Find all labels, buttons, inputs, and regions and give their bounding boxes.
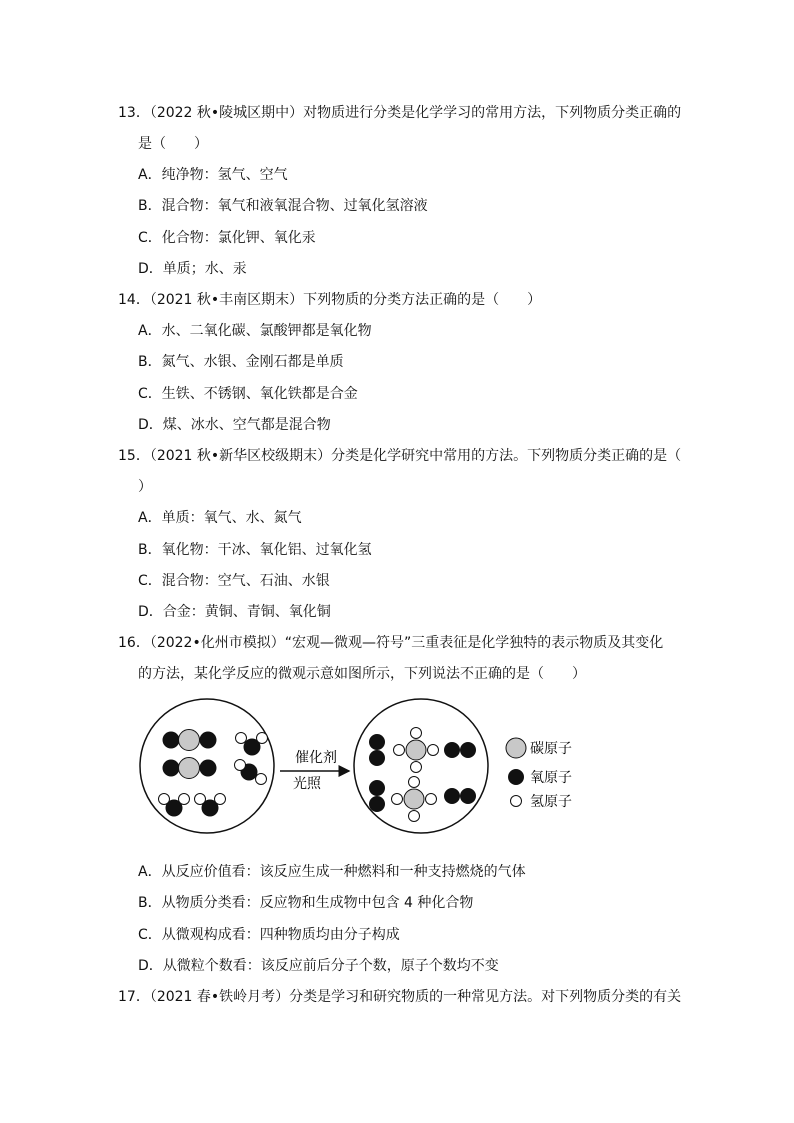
question-16-option-b[interactable]: B．从物质分类看：反应物和生成物中包含 4 种化合物	[138, 895, 474, 911]
question-source: （2022•化州市模拟）	[149, 635, 285, 651]
question-16-option-a[interactable]: A．从反应价值看：该反应生成一种燃料和一种支持燃烧的气体	[138, 864, 526, 880]
question-13-option-b[interactable]: B．混合物：氧气和液氧混合物、过氧化氢溶液	[138, 198, 428, 214]
question-15-line2: ）	[138, 479, 152, 495]
question-13-option-c[interactable]: C．化合物：氯化钾、氧化汞	[138, 230, 316, 246]
question-number: 17．	[118, 989, 150, 1005]
question-number: 14．	[118, 292, 150, 308]
question-15-option-d[interactable]: D．合金：黄铜、青铜、氧化铜	[138, 604, 331, 620]
question-stem: 分类是化学研究中常用的方法。下列物质分类正确的是（	[331, 448, 682, 464]
question-14-option-a[interactable]: A．水、二氧化碳、氯酸钾都是氧化物	[138, 323, 372, 339]
question-15-option-c[interactable]: C．混合物：空气、石油、水银	[138, 573, 330, 589]
question-13-line1	[118, 104, 681, 122]
question-17-line1	[118, 988, 681, 1006]
question-stem: 对物质进行分类是化学学习的常用方法，下列物质分类正确的	[303, 105, 682, 121]
reaction-diagram	[134, 692, 594, 842]
question-stem: 下列物质的分类方法正确的是（ ）	[303, 292, 542, 308]
legend-carbon-label: 碳原子	[530, 741, 572, 757]
light-label: 光照	[293, 776, 321, 792]
question-number: 13．	[118, 105, 150, 121]
question-13-line2: 是（ ）	[138, 136, 208, 152]
question-source: （2021 秋•新华区校级期末）	[149, 448, 332, 464]
question-16-option-c[interactable]: C．从微观构成看：四种物质均由分子构成	[138, 927, 400, 943]
legend	[506, 738, 572, 810]
question-14-option-b[interactable]: B．氮气、水银、金刚石都是单质	[138, 354, 344, 370]
question-16-line1	[118, 634, 663, 652]
carbon-atom-icon	[506, 738, 526, 758]
question-15-option-b[interactable]: B．氧化物：干冰、氧化铝、过氧化氢	[138, 542, 372, 558]
carbon-dioxide-molecule	[163, 730, 217, 751]
question-source: （2021 秋•丰南区期末）	[149, 292, 304, 308]
catalyst-label: 催化剂	[295, 750, 337, 766]
question-stem: “宏观—微观—符号”三重表征是化学独特的表示物质及其变化	[284, 635, 664, 651]
question-16-line2: 的方法，某化学反应的微观示意如图所示，下列说法不正确的是（ ）	[138, 666, 586, 682]
question-15-line1	[118, 447, 681, 465]
hydrogen-atom-icon	[511, 796, 522, 807]
question-source: （2022 秋•陵城区期中）	[149, 105, 304, 121]
legend-hydrogen-label: 氢原子	[530, 794, 572, 810]
products-circle	[354, 699, 488, 833]
question-number: 16．	[118, 635, 150, 651]
question-15-option-a[interactable]: A．单质：氧气、水、氮气	[138, 510, 302, 526]
carbon-dioxide-molecule	[163, 758, 217, 779]
question-14-option-c[interactable]: C．生铁、不锈钢、氧化铁都是合金	[138, 386, 358, 402]
question-13-option-d[interactable]: D．单质；水、汞	[138, 261, 247, 277]
legend-oxygen-label: 氧原子	[530, 770, 572, 786]
question-14-option-d[interactable]: D．煤、冰水、空气都是混合物	[138, 417, 331, 433]
question-stem: 分类是学习和研究物质的一种常见方法。对下列物质分类的有关	[289, 989, 682, 1005]
question-source: （2021 春•铁岭月考）	[149, 989, 290, 1005]
question-16-option-d[interactable]: D．从微粒个数看：该反应前后分子个数，原子个数均不变	[138, 958, 499, 974]
question-number: 15．	[118, 448, 150, 464]
question-14-line1	[118, 291, 541, 309]
reactants-circle	[140, 699, 274, 833]
question-13-option-a[interactable]: A．纯净物：氢气、空气	[138, 167, 288, 183]
oxygen-atom-icon	[508, 769, 524, 785]
